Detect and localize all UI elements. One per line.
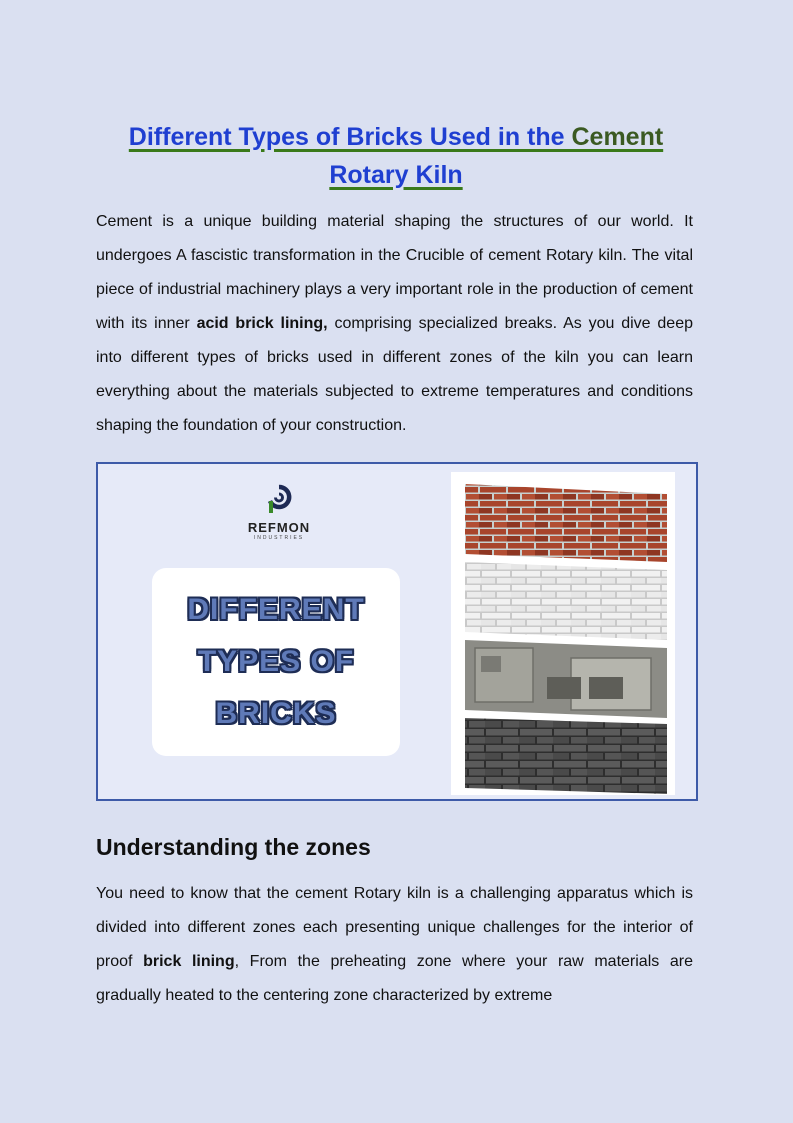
refmon-logo <box>246 484 312 544</box>
banner-line-1: DIFFERENT <box>187 593 365 626</box>
section-text-before: You need to know that the cement Rotary kiln is a challenging apparatus which is divided into different zones each presenting unique challenges for the interior of proof <box>96 885 693 970</box>
intro-paragraph <box>96 205 693 443</box>
white-brick-photo <box>465 562 667 640</box>
banner-title-card <box>152 568 400 756</box>
title-link-part3[interactable]: Rotary Kiln <box>329 161 463 189</box>
red-brick-photo <box>465 484 667 562</box>
brick-photo-collage <box>451 472 675 795</box>
section-text-after: , From the preheating zone where your raw materials are gradually heated to the centering zone characterized by extreme <box>96 953 693 1004</box>
bricks-banner-image <box>96 462 698 801</box>
intro-text-after: comprising specialized breaks. As you dive deep into different types of bricks used in different zones of the kiln you can learn everything about the materials subjected to extreme temperatures and conditions shaping the foundation of your construction. <box>96 315 694 434</box>
page-title <box>96 118 696 194</box>
section-heading: Understanding the zones <box>96 834 371 860</box>
title-link-part1[interactable]: Different Types of Bricks Used in the <box>128 123 572 151</box>
logo-mark-icon <box>266 484 292 518</box>
section-paragraph <box>96 877 693 1013</box>
grey-brick-photo <box>465 718 667 794</box>
section-bold-phrase: brick lining <box>143 953 235 970</box>
intro-bold-phrase: acid brick lining, <box>196 315 328 332</box>
logo-subtitle: INDUSTRIES <box>253 535 305 541</box>
title-link-part2[interactable]: Cement <box>571 123 664 151</box>
banner-line-3: BRICKS <box>215 697 337 730</box>
intro-text-before: Cement is a unique building material shaping the structures of our world. It undergoes A fascistic transformation in the Crucible of cement Rotary kiln. The vital piece of industrial machinery plays a very important role in the production of cement with its inner <box>96 213 693 332</box>
banner-title-text <box>187 584 364 740</box>
logo-name: REFMON <box>247 520 311 535</box>
banner-line-2: TYPES OF <box>197 645 355 678</box>
concrete-block-photo <box>465 640 667 718</box>
